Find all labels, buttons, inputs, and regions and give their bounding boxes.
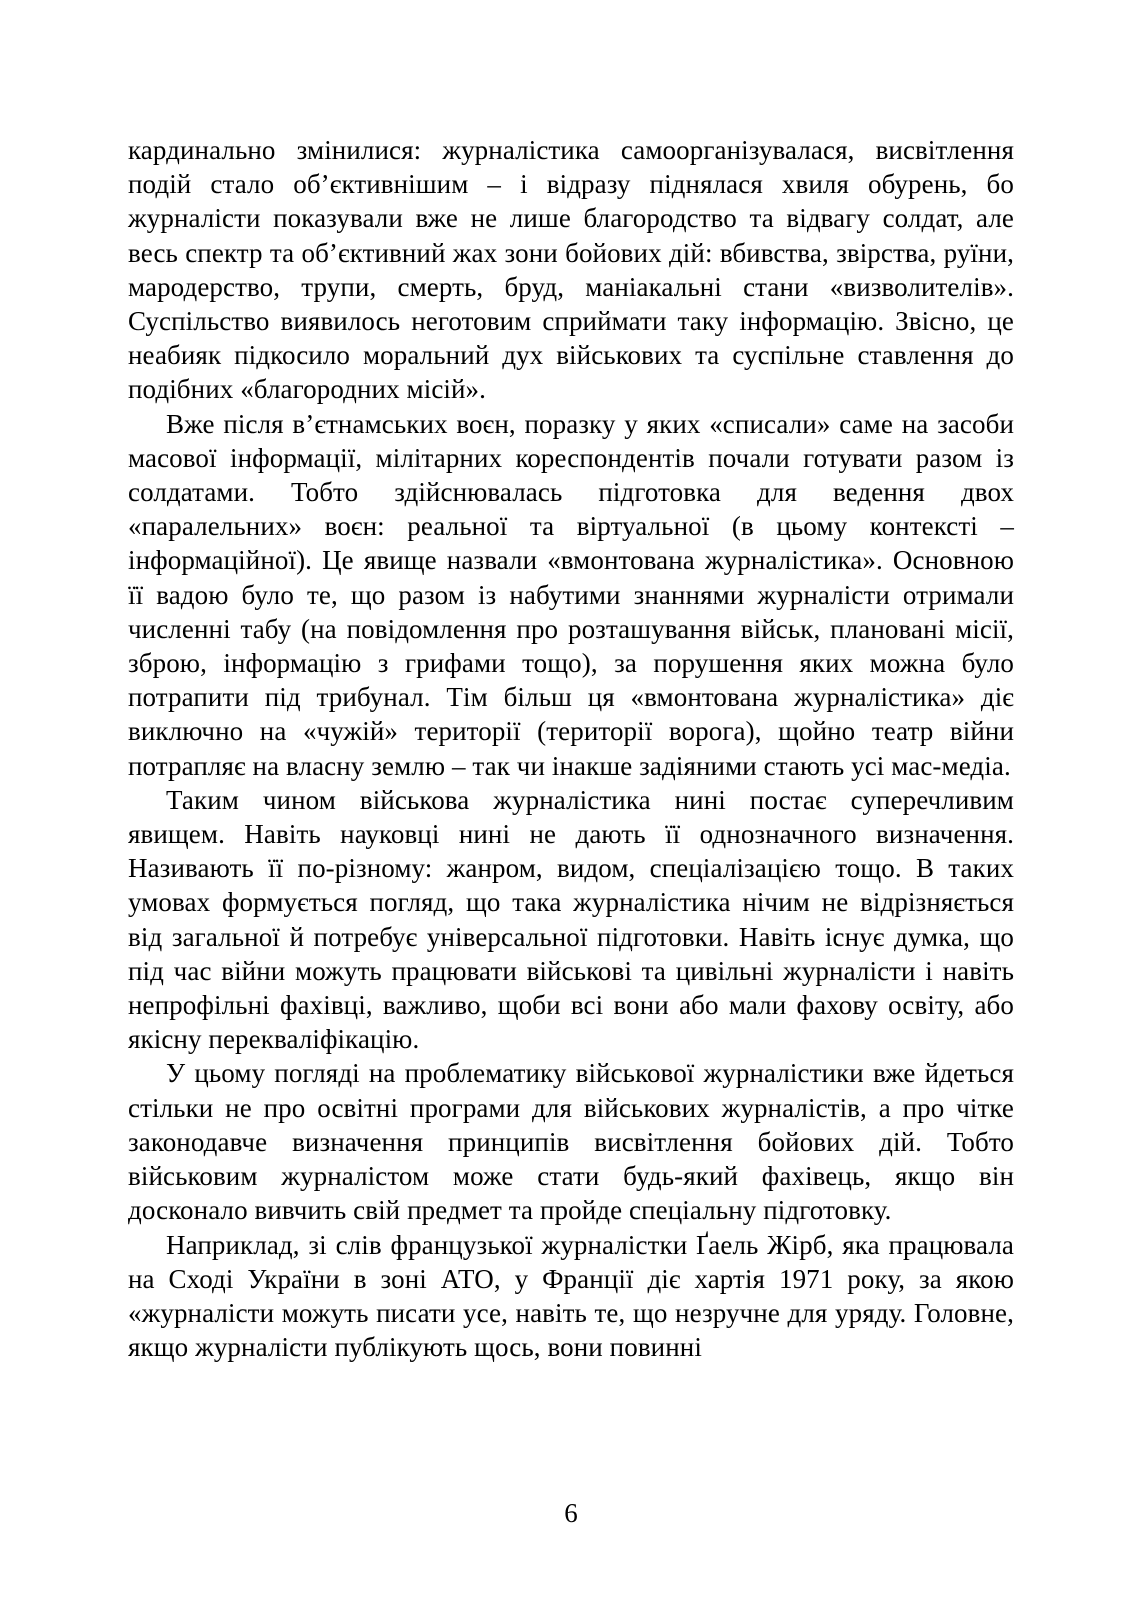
paragraph: Вже після в’єтнамських воєн, поразку у яких «списали» саме на засоби масової інформації, мілітарних кореспондентів почали готувати разом із солдатами. Тобто здійснювалась підготовка для ведення двох «паралельних» воєн: реальної та віртуальної (в цьому контексті – інформаційної). Це явище назвали «вмонтована журналістика». Основною її вадою було те, що разом із набутими знаннями журналісти отримали численні табу (на повідомлення про розташування військ, плановані місії, зброю, інформацію з грифами тощо), за порушення яких можна було потрапити під трибунал. Тім більш ця «вмонтована журналістика» діє виключно на «чужій» території (території ворога), щойно театр війни потрапляє на власну землю – так чи інакше задіяними стають усі мас-медіа. [128, 408, 1014, 781]
page-number: 6 [564, 1498, 578, 1528]
page-footer [0, 1496, 1142, 1530]
paragraph: Таким чином військова журналістика нині постає суперечливим явищем. Навіть науковці нині не дають її однозначного визначення. Називають її по-різному: жанром, видом, спеціалізацією тощо. В таких умовах формується погляд, що така журналістика нічим не відрізняється від загальної й потребує універсальної підготовки. Навіть існує думка, що під час війни можуть працювати військові та цивільні журналісти і навіть непрофільні фахівці, важливо, щоби всі вони або мали фахову освіту, або якісну перекваліфікацію. [128, 784, 1014, 1055]
paragraph: У цьому погляді на проблематику військової журналістики вже йдеться стільки не про освітні програми для військових журналістів, а про чітке законодавче визначення принципів висвітлення бойових дій. Тобто військовим журналістом може стати будь-який фахівець, якщо він досконало вивчить свій предмет та пройде спеціальну підготовку. [128, 1058, 1014, 1226]
paragraph-continuation: кардинально змінилися: журналістика самоорганізувалася, висвітлення подій стало об’єктивнішим – і відразу піднялася хвиля обурень, бо журналісти показували вже не лише благородство та відвагу солдат, але весь спектр та об’єктивний жах зони бойових дій: вбивства, звірства, руїни, мародерство, трупи, смерть, бруд, маніакальні стани «визволителів». Суспільство виявилось неготовим сприймати таку інформацію. Звісно, це неабияк підкосило моральний дух військових та суспільне ставлення до подібних «благородних місій». [128, 135, 1014, 405]
page-text-block [128, 133, 1014, 1364]
paragraph: Наприклад, зі слів французької журналістки Ґаель Жірб, яка працювала на Сході України в зоні АТО, у Франції діє хартія 1971 року, за якою «журналісти можуть писати усе, навіть те, що незручне для уряду. Головне, якщо журналісти публікують щось, вони повинні [128, 1229, 1014, 1363]
